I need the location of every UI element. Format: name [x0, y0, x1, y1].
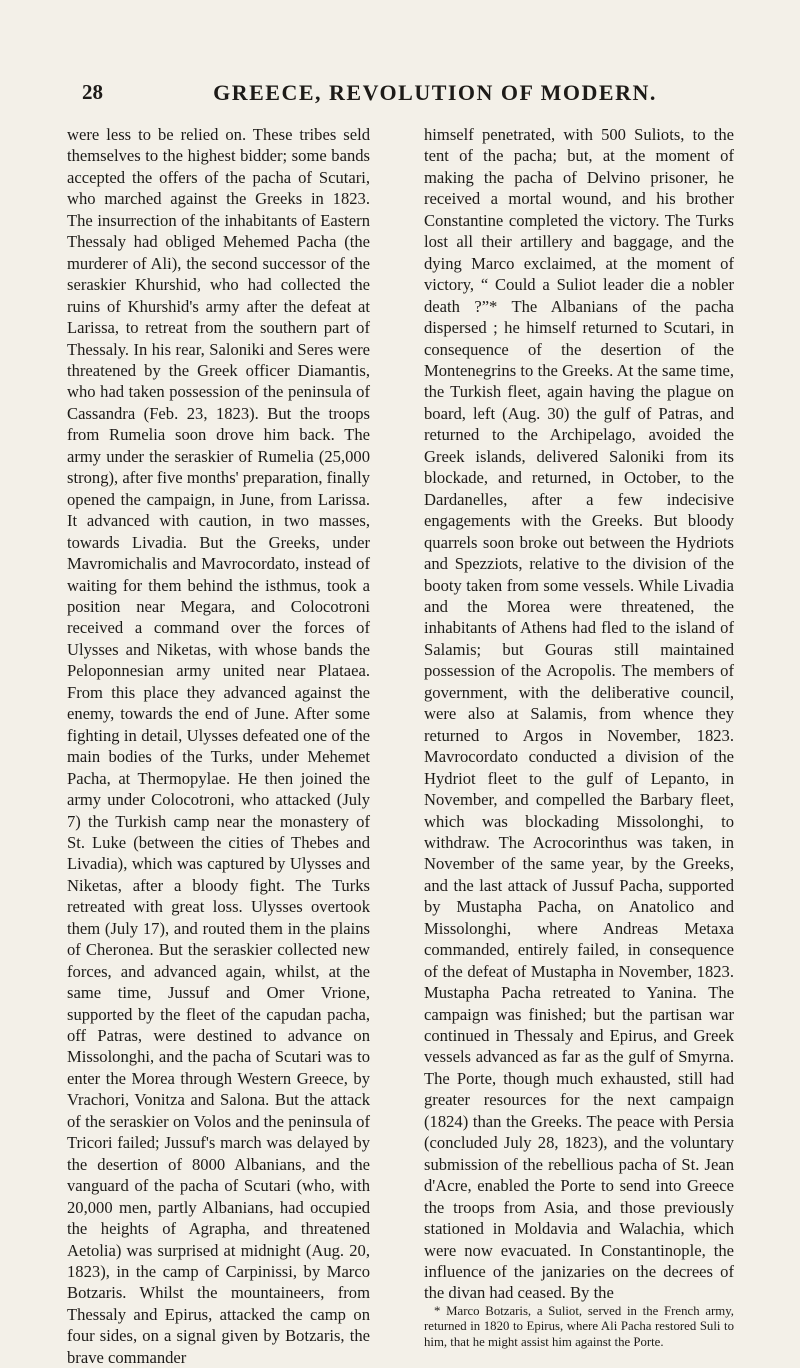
left-column [67, 124, 370, 1368]
right-column [424, 124, 734, 1350]
left-column-text: were less to be relied on. These tribes seld themselves to the highest bidder; some bands accepted the offers of the pacha of Scutari, who marched against the Greeks in 1823. The insurrection of the inhabitants of Eastern Thessaly had obliged Mehemed Pacha (the murderer of Ali), the second successor of the seraskier Khurshid, who had collected the ruins of Khurshid's army after the defeat at Larissa, to retreat from the southern part of Thessaly. In his rear, Saloniki and Seres were threatened by the Greek officer Diamantis, who had taken possession of the peninsula of Cassandra (Feb. 23, 1823). But the troops from Rumelia soon drove him back. The army under the seraskier of Rumelia (25,000 strong), after five months' preparation, finally opened the campaign, in June, from Larissa. It advanced with caution, in two masses, towards Livadia. But the Greeks, under Mavromichalis and Mavrocordato, instead of waiting for them behind the isthmus, took a position near Megara, and Colocotroni received a command over the forces of Ulysses and Niketas, with whose bands the Peloponnesian army united near Plataea. From this place they advanced against the enemy, towards the end of June. After some fighting in detail, Ulysses defeated one of the main bodies of the Turks, under Mehemet Pacha, at Thermopylae. He then joined the army under Colocotroni, who attacked (July 7) the Turkish camp near the monastery of St. Luke (between the cities of Thebes and Livadia), which was captured by Ulysses and Niketas, after a bloody fight. The Turks retreated with great loss. Ulysses overtook them (July 17), and routed them in the plains of Cheronea. But the seraskier collected new forces, and advanced again, whilst, at the same time, Jussuf and Omer Vrione, supported by the fleet of the capudan pacha, off Patras, were destined to advance on Missolonghi, and the pacha of Scutari was to enter the Morea through Western Greece, by Vrachori, Vonitza and Salona. But the attack of the seraskier on Volos and the peninsula of Tricori failed; Jussuf's march was delayed by the desertion of 8000 Albanians, and the vanguard of the pacha of Scutari (who, with 20,000 men, partly Albanians, had occupied the heights of Agrapha, and threatened Aetolia) was surprised at midnight (Aug. 20, 1823), in the camp of Carpinissi, by Marco Botzaris. Whilst the mountaineers, from Thessaly and Epirus, attacked the camp on four sides, on a signal given by Botzaris, the brave commander [67, 125, 370, 1367]
page-number: 28 [82, 80, 103, 104]
footnote: * Marco Botzaris, a Suliot, served in the French army, returned in 1820 to Epirus, where Ali Pacha restored Suli to him, that he might assist him against the Porte. [424, 1303, 734, 1349]
right-column-text: himself penetrated, with 500 Suliots, to the tent of the pacha; but, at the moment of making the pacha of Delvino prisoner, he received a mortal wound, and his brother Constantine completed the victory. The Turks lost all their artillery and baggage, and the dying Marco exclaimed, at the moment of victory, “ Could a Suliot leader die a nobler death ?”* The Albanians of the pacha dispersed ; he himself returned to Scutari, in consequence of the desertion of the Montenegrins to the Greeks. At the same time, the Turkish fleet, again having the plague on board, left (Aug. 30) the gulf of Patras, and returned to the Archipelago, avoided the Greek islands, delivered Saloniki from its blockade, and returned, in October, to the Dardanelles, after a few indecisive engagements with the Greeks. But bloody quarrels soon broke out between the Hydriots and Spezziots, relative to the division of the booty taken from some vessels. While Livadia and the Morea were threatened, the inhabitants of Athens had fled to the island of Salamis; but Gouras still maintained possession of the Acropolis. The members of government, with the deliberative council, were also at Salamis, from whence they returned to Argos in November, 1823. Mavrocordato conducted a division of the Hydriot fleet to the gulf of Lepanto, in November, and compelled the Barbary fleet, which was blockading Missolonghi, to withdraw. The Acrocorinthus was taken, in November of the same year, by the Greeks, and the last attack of Jussuf Pacha, supported by Mustapha Pacha, on Anatolico and Missolonghi, where Andreas Metaxa commanded, entirely failed, in consequence of the defeat of Mustapha in November, 1823. Mustapha Pacha retreated to Yanina. The campaign was finished; but the partisan war continued in Thessaly and Epirus, and Greek vessels advanced as far as the gulf of Smyrna. The Porte, though much exhausted, still had greater resources for the next campaign (1824) than the Greeks. The peace with Persia (concluded July 28, 1823), and the voluntary submission of the rebellious pacha of St. Jean d'Acre, enabled the Porte to send into Greece the troops from Asia, and those previously stationed in Moldavia and Walachia, which were now evacuated. In Constantinople, the influence of the janizaries on the decrees of the divan had ceased. By the [424, 125, 734, 1303]
running-title: GREECE, REVOLUTION OF MODERN. [213, 80, 657, 105]
